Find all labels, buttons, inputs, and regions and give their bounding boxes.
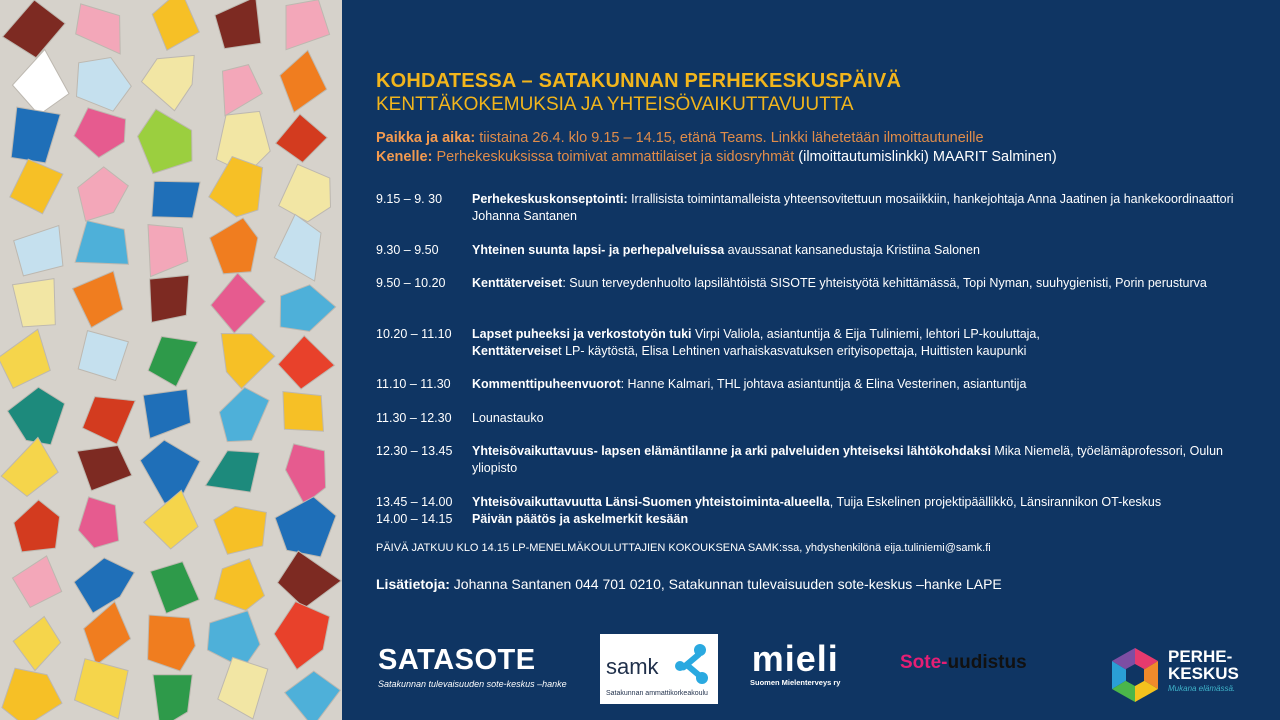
mosaic-tile-image [0,0,342,720]
sote-wordmark-part1: Sote- [900,652,948,673]
satasote-logo [378,644,567,689]
audience-label: Kenelle: [376,149,433,165]
schedule-item [376,410,1256,427]
perhekeskus-hexagon-icon [1106,646,1164,704]
schedule-item [376,326,1256,360]
schedule-time: 14.00 – 14.15 [376,512,453,526]
schedule-desc: Päivän päätös ja askelmerkit kesään [472,512,689,526]
event-subtitle: KENTTÄKOKEMUKSIA JA YHTEISÖVAIKUTTAVUUTTA [376,94,854,115]
satasote-tagline: Satakunnan tulevaisuuden sote-keskus –hanke [378,679,567,689]
schedule-time: 11.10 – 11.30 [376,377,451,391]
schedule-item [376,242,1256,259]
schedule-time: 12.30 – 13.45 [376,444,453,458]
info-audience-line [376,149,1057,165]
partner-logos [342,630,1280,720]
schedule-desc: Kommenttipuheenvuorot: Hanne Kalmari, THL johtava asiantuntija & Elina Vesterinen, asiantuntija [472,377,1027,391]
schedule-desc: Yhteisövaikuttavuus- lapsen elämäntilanne ja arki palveluiden yhteiseksi lähtökohdaksi Mika Niemelä, työelämäprofessori, Oulun yliopisto [472,444,1223,475]
sote-wordmark-part2: uudistus [947,652,1027,673]
perhekeskus-logo [1106,646,1246,706]
registration-link[interactable]: (ilmoittautumislinkki) MAARIT Salminen) [798,149,1057,165]
schedule-time: 9.50 – 10.20 [376,276,446,290]
schedule-time: 13.45 – 14.00 [376,495,453,509]
samk-wordmark: samk [606,654,659,679]
mieli-logo [750,640,840,687]
contact-line [376,576,1002,592]
contact-label: Lisätietoja: [376,576,450,592]
schedule-desc: Yhteinen suunta lapsi- ja perhepalveluissa avaussanat kansanedustaja Kristiina Salonen [472,243,980,257]
samk-subtitle: Satakunnan ammattikorkeakoulu [606,690,708,697]
mieli-wordmark: mieli [751,638,839,679]
sote-uudistus-logo [900,652,1027,674]
schedule-time: 9.30 – 9.50 [376,243,439,257]
place-value: tiistaina 26.4. klo 9.15 – 14.15, etänä Teams. Linkki lähetetään ilmoittautuneille [475,130,984,146]
schedule-desc: Perhekeskuskonseptointi: Irrallisista toimintamalleista yhteensovitettuun mosaiikkiin, hankejohtaja Anna Jaatinen ja hankekoordinaattori Johanna Santanen [472,192,1234,223]
continuation-note: PÄIVÄ JATKUU KLO 14.15 LP-MENELMÄKOULUTTAJIEN KOKOUKSENA SAMK:ssa, yhdyshenkilönä eija.tuliniemi@samk.fi [376,542,991,554]
info-place-line [376,130,984,146]
mosaic-tile [150,275,189,322]
samk-logo [600,634,718,704]
schedule-desc: Lounastauko [472,411,544,425]
event-title: KOHDATESSA – SATAKUNNAN PERHEKESKUSPÄIVÄ [376,70,902,92]
schedule-item [376,275,1256,309]
place-label: Paikka ja aika: [376,130,476,146]
mosaic-tile [153,675,192,720]
audience-value: Perhekeskuksissa toimivat ammattilaiset ja sidosryhmät [432,149,799,165]
event-content [342,0,1280,720]
schedule-item [376,376,1256,393]
schedule-item [376,191,1256,225]
schedule-desc: Lapset puheeksi ja verkostotyön tuki Virpi Valiola, asiantuntija & Eija Tuliniemi, lehtori LP-kouluttaja, Kenttäterveiset LP- käytöstä, Elisa Lehtinen varhaiskasvatuksen erityisopettaja, Huittisten kaupunki [472,327,1040,358]
mosaic-tile [152,181,200,218]
schedule-item [376,511,1256,528]
schedule-item [376,443,1256,477]
mieli-subtitle: Suomen Mielenterveys ry [750,678,841,687]
schedule-time: 11.30 – 12.30 [376,411,452,425]
satasote-wordmark: SATASOTE [378,644,536,676]
perhekeskus-tagline: Mukana elämässä. [1168,684,1236,693]
mosaic-tile [283,392,324,432]
schedule-time: 10.20 – 11.10 [376,327,452,341]
perhekeskus-wordmark: PERHE- KESKUS [1168,647,1239,683]
schedule-item [376,494,1256,511]
contact-value: Johanna Santanen 044 701 0210, Satakunnan tulevaisuuden sote-keskus –hanke LAPE [449,576,1002,592]
schedule-desc: Kenttäterveiset: Suun terveydenhuolto lapsilähtöistä SISOTE yhteistyötä kehittämässä, Topi Nyman, suuhygienisti, Porin perusturva [472,276,1207,290]
schedule-desc: Yhteisövaikuttavuutta Länsi-Suomen yhteistoiminta-alueella, Tuija Eskelinen projektipäällikkö, Länsirannikon OT-keskus [472,495,1162,509]
schedule-time: 9.15 – 9. 30 [376,192,443,206]
samk-symbol-icon [670,642,712,686]
